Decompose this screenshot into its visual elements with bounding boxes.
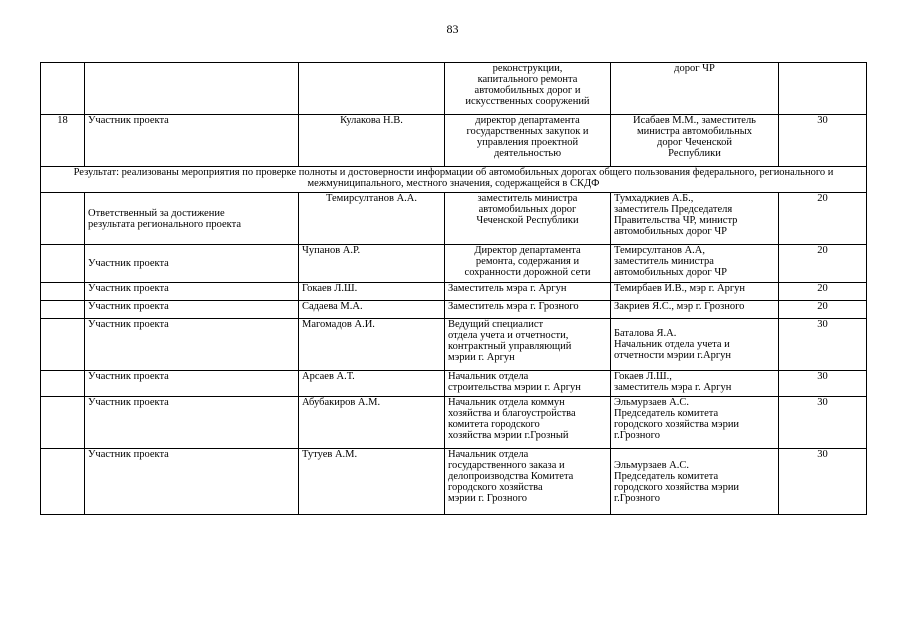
- role-cell-text: Участник проекта: [88, 397, 169, 408]
- name-cell: [299, 193, 445, 245]
- position-cell-text: реконструкции, капитального ремонта автомобильных дорог и искусственных сооружений: [465, 63, 590, 107]
- table-row: [41, 245, 867, 283]
- percent-cell: [779, 319, 867, 371]
- percent-cell-text: 30: [817, 397, 828, 408]
- role-cell-text: Участник проекта: [88, 449, 169, 460]
- role-cell: [85, 245, 299, 283]
- table-row: [41, 63, 867, 115]
- supervisor-cell: [611, 449, 779, 515]
- percent-cell-text: 20: [817, 193, 828, 204]
- row-number: [41, 63, 85, 115]
- position-cell-text: Ведущий специалист отдела учета и отчетности, контрактный управляющий мэрии г. Аргун: [448, 319, 572, 363]
- position-cell: [445, 245, 611, 283]
- supervisor-cell-text: Баталова Я.А. Начальник отдела учета и отчетности мэрии г.Аргун: [614, 328, 732, 361]
- name-cell-text: Абубакиров А.М.: [302, 397, 381, 408]
- percent-cell-text: 30: [817, 449, 828, 460]
- role-cell-text: Участник проекта: [88, 258, 169, 269]
- supervisor-cell-text: Темирсултанов А.А, заместитель министра автомобильных дорог ЧР: [614, 245, 727, 278]
- supervisor-cell: [611, 115, 779, 167]
- supervisor-cell-text: дорог ЧР: [674, 63, 715, 74]
- role-cell: [85, 115, 299, 167]
- row-number: [41, 283, 85, 301]
- percent-cell: [779, 63, 867, 115]
- position-cell-text: директор департамента государственных закупок и управления проектной деятельностью: [466, 115, 589, 159]
- percent-cell-text: 30: [817, 319, 828, 330]
- table-row: [41, 301, 867, 319]
- supervisor-cell-text: Закриев Я.С., мэр г. Грозного: [614, 301, 745, 312]
- name-cell: [299, 371, 445, 397]
- name-cell-text: Садаева М.А.: [302, 301, 363, 312]
- role-cell: [85, 283, 299, 301]
- role-cell: [85, 63, 299, 115]
- table-row: [41, 397, 867, 449]
- name-cell: [299, 63, 445, 115]
- role-cell: [85, 301, 299, 319]
- name-cell-text: Арсаев А.Т.: [302, 371, 355, 382]
- row-number: [41, 193, 85, 245]
- table-row: [41, 283, 867, 301]
- percent-cell: [779, 301, 867, 319]
- percent-cell: [779, 245, 867, 283]
- position-cell-text: Начальник отдела коммун хозяйства и благоустройства комитета городского хозяйства мэрии г.Грозный: [448, 397, 576, 441]
- role-cell-text: Ответственный за достижение результата регионального проекта: [88, 207, 242, 230]
- supervisor-cell: [611, 283, 779, 301]
- position-cell: [445, 193, 611, 245]
- table-row: [41, 449, 867, 515]
- supervisor-cell-text: Эльмурзаев А.С. Председатель комитета городского хозяйства мэрии г.Грозного: [614, 459, 740, 504]
- name-cell-text: Темирсултанов А.А.: [326, 193, 417, 204]
- row-number-text: 18: [57, 115, 68, 126]
- percent-cell: [779, 193, 867, 245]
- name-cell-text: Гокаев Л.Ш.: [302, 283, 358, 294]
- role-cell-text: Участник проекта: [88, 371, 169, 382]
- supervisor-cell: [611, 319, 779, 371]
- supervisor-cell: [611, 371, 779, 397]
- supervisor-cell-text: Темирбаев И.В., мэр г. Аргун: [614, 283, 746, 294]
- role-cell: [85, 449, 299, 515]
- position-cell: [445, 449, 611, 515]
- position-cell: [445, 371, 611, 397]
- percent-cell-text: 20: [817, 301, 828, 312]
- role-cell: [85, 371, 299, 397]
- row-number: [41, 371, 85, 397]
- row-number: [41, 319, 85, 371]
- name-cell: [299, 245, 445, 283]
- name-cell-text: Тутуев А.М.: [302, 449, 358, 460]
- role-cell-text: Участник проекта: [88, 115, 169, 126]
- percent-cell: [779, 371, 867, 397]
- name-cell-text: Чупанов А.Р.: [302, 245, 361, 256]
- role-cell-text: Участник проекта: [88, 301, 169, 312]
- row-number: [41, 449, 85, 515]
- position-cell: [445, 115, 611, 167]
- position-cell: [445, 397, 611, 449]
- supervisor-cell-text: Эльмурзаев А.С. Председатель комитета городского хозяйства мэрии г.Грозного: [614, 397, 740, 441]
- position-cell-text: Начальник отдела государственного заказа и делопроизводства Комитета городского хозяйства мэрии г. Грозного: [448, 449, 574, 504]
- position-cell-text: Заместитель мэра г. Аргун: [448, 283, 567, 294]
- role-cell: [85, 319, 299, 371]
- percent-cell: [779, 283, 867, 301]
- supervisor-cell-text: Гокаев Л.Ш., заместитель мэра г. Аргун: [614, 371, 732, 393]
- percent-cell: [779, 449, 867, 515]
- supervisor-cell: [611, 193, 779, 245]
- percent-cell-text: 20: [817, 245, 828, 256]
- supervisor-cell: [611, 63, 779, 115]
- role-cell-text: Участник проекта: [88, 283, 169, 294]
- table-row: [41, 193, 867, 245]
- row-number: [41, 115, 85, 167]
- percent-cell: [779, 397, 867, 449]
- position-cell: [445, 301, 611, 319]
- name-cell: [299, 115, 445, 167]
- position-cell-text: Начальник отдела строительства мэрии г. Аргун: [448, 371, 581, 393]
- percent-cell: [779, 115, 867, 167]
- role-cell-text: Участник проекта: [88, 319, 169, 330]
- table-row: [41, 115, 867, 167]
- name-cell-text: Магомадов А.И.: [302, 319, 375, 330]
- name-cell: [299, 397, 445, 449]
- supervisor-cell: [611, 397, 779, 449]
- position-cell-text: Директор департамента ремонта, содержания и сохранности дорожной сети: [464, 245, 591, 278]
- row-number: [41, 301, 85, 319]
- row-number: [41, 397, 85, 449]
- page-number: 83: [446, 22, 459, 36]
- table-row: [41, 371, 867, 397]
- result-cell: Результат: реализованы мероприятия по проверке полноты и достоверности информации об автомобильных дорогах общего пользования федерального, регионального и межмуниципального, местного значения, содержащейся в СКДФ: [41, 167, 867, 193]
- name-cell-text: Кулакова Н.В.: [340, 115, 403, 126]
- position-cell: [445, 63, 611, 115]
- percent-cell-text: 20: [817, 283, 828, 294]
- table-body: [41, 63, 867, 515]
- position-cell: [445, 319, 611, 371]
- row-number: [41, 245, 85, 283]
- result-row: [41, 167, 867, 193]
- name-cell: [299, 449, 445, 515]
- role-cell: [85, 193, 299, 245]
- supervisor-cell: [611, 301, 779, 319]
- position-cell-text: Заместитель мэра г. Грозного: [448, 301, 579, 312]
- responsibility-table: [40, 62, 867, 515]
- percent-cell-text: 30: [817, 371, 828, 382]
- percent-cell-text: 30: [817, 115, 828, 126]
- role-cell: [85, 397, 299, 449]
- supervisor-cell-text: Тумхаджиев А.Б., заместитель Председателя Правительства ЧР, министр автомобильных дорог ЧР: [614, 193, 738, 237]
- position-cell: [445, 283, 611, 301]
- supervisor-cell: [611, 245, 779, 283]
- name-cell: [299, 301, 445, 319]
- table-row: [41, 319, 867, 371]
- name-cell: [299, 319, 445, 371]
- name-cell: [299, 283, 445, 301]
- position-cell-text: заместитель министра автомобильных дорог Чеченской Республики: [476, 193, 579, 226]
- supervisor-cell-text: Исабаев М.М., заместитель министра автомобильных дорог Чеченской Республики: [633, 115, 756, 159]
